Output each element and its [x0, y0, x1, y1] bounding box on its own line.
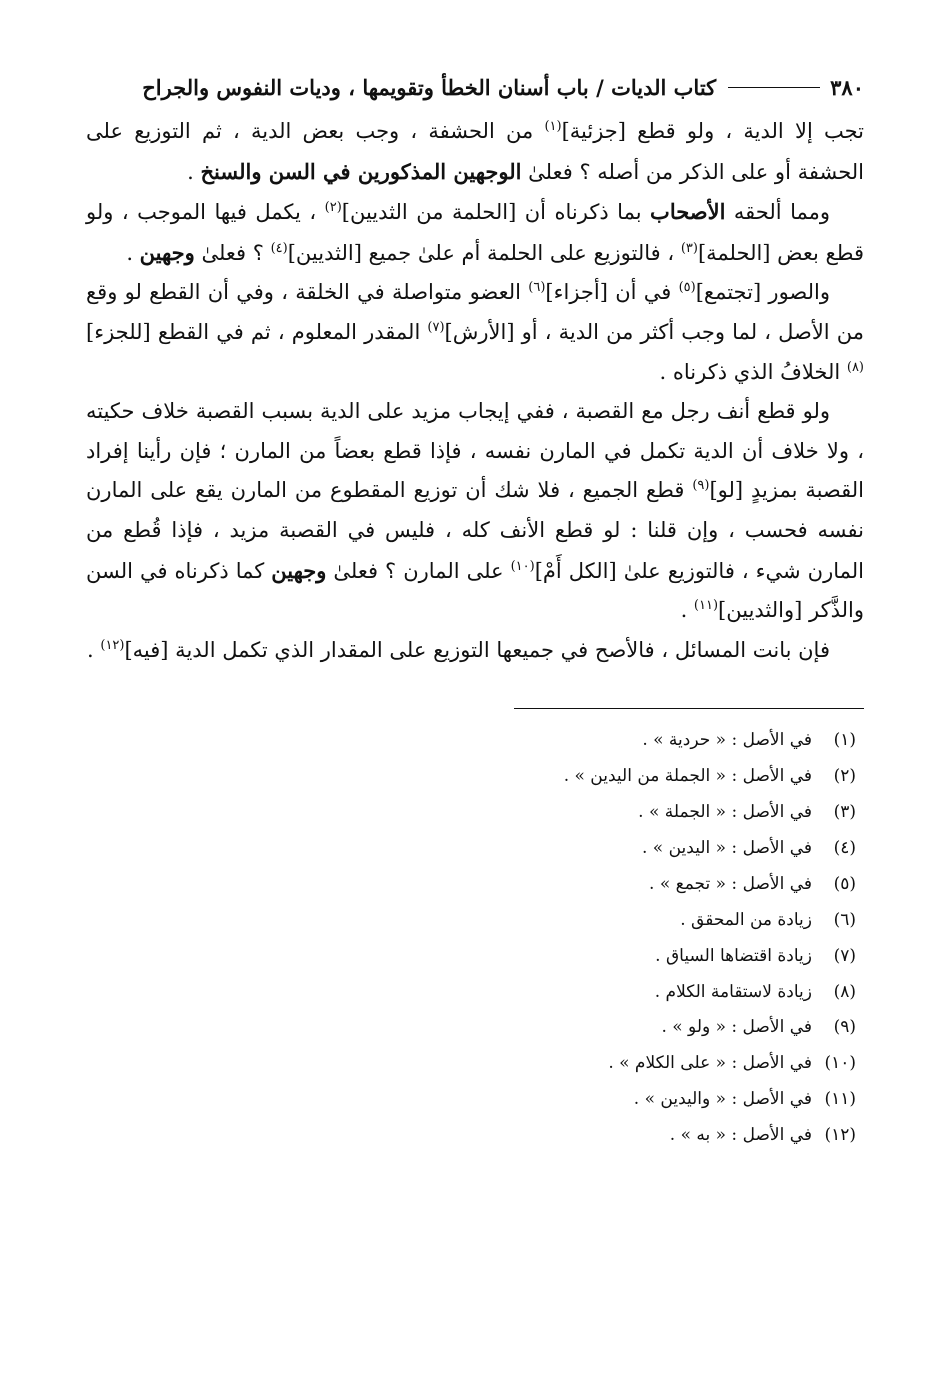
text-run: المقدر المعلوم ، ثم في القطع [للجزء]: [86, 319, 428, 344]
footnote-number: (١١): [824, 1089, 856, 1110]
text-run: ، فالتوزيع على الحلمة أم علىٰ جميع [الثديين]: [287, 240, 681, 265]
text-run: الخلافُ الذي ذكرناه .: [659, 359, 847, 384]
footnote-text: زيادة اقتضاها السياق .: [655, 945, 812, 966]
footnote-text: في الأصل : « به » .: [669, 1125, 812, 1146]
footnote-text: في الأصل : « حردية » .: [642, 730, 812, 751]
text-run: ومما ألحقه: [725, 200, 830, 225]
main-text: [86, 112, 864, 670]
footnote-number: (٩): [833, 1017, 856, 1038]
paragraph: [86, 392, 864, 631]
footnote-text: في الأصل : « تجمع » .: [649, 873, 812, 894]
footnote-number: (١): [833, 730, 856, 751]
footnote-ref: (١٠): [510, 558, 535, 574]
footnote: [86, 723, 856, 759]
paragraph: [86, 112, 864, 192]
footnote-number: (٨): [833, 981, 856, 1002]
footnote: [86, 867, 856, 903]
footnote-number: (١٢): [824, 1125, 856, 1146]
text-run: كما ذكرناه في السن والذَّكر [والثديين]: [86, 558, 864, 623]
text-run: فإن بانت المسائل ، فالأصح في جميعها التوزيع على المقدار الذي تكمل الدية [فيه]: [124, 637, 830, 662]
header-rule: [728, 87, 820, 88]
footnote: [86, 903, 856, 939]
footnote-number: (٤): [833, 837, 856, 858]
footnote-ref: (١١): [693, 598, 719, 614]
footnote-number: (٣): [833, 802, 856, 823]
footnote-text: في الأصل : « واليدين » .: [633, 1089, 812, 1110]
text-run: على المارن ؟ فعلىٰ: [326, 558, 511, 583]
text-run: بما ذكرناه أن [الحلمة من الثديين]: [341, 200, 651, 225]
paragraph: [86, 631, 864, 671]
footnote-number: (٢): [833, 766, 856, 787]
footnote-ref: (٩): [692, 478, 710, 494]
bold-term: الأصحاب: [650, 199, 726, 225]
footnote: [86, 1082, 856, 1118]
footnote-ref: (٣): [680, 240, 698, 256]
text-run: .: [187, 159, 201, 184]
footnote-text: في الأصل : « الجملة » .: [638, 802, 812, 823]
footnote: [86, 831, 856, 867]
footnote-text: في الأصل : « اليدين » .: [641, 837, 812, 858]
page-number: ٣٨٠: [830, 74, 864, 100]
footnote-text: في الأصل : « ولو » .: [661, 1017, 812, 1038]
footnote-number: (٦): [833, 909, 856, 930]
text-run: ؟ فعلىٰ: [194, 240, 271, 265]
text-run: .: [87, 637, 101, 662]
text-run: .: [680, 598, 694, 623]
footnote-ref: (٥): [678, 280, 696, 296]
footnote-ref: (١): [544, 119, 562, 134]
text-run: ، يكمل فيها الموجب ، ولو قطع بعض [الحلمة]: [86, 200, 864, 265]
footnote-text: في الأصل : « الجملة من اليدين » .: [563, 766, 812, 787]
text-run: تجب إلا الدية ، ولو قطع [جزئية]: [561, 119, 864, 143]
footnote-number: (٧): [833, 945, 856, 966]
footnote: [86, 939, 856, 975]
text-run: العضو متواصلة في الخلقة ، وفي أن القطع لو وقع من الأصل ، لما وجب أكثر من الدية ، أو [الأرش]: [86, 280, 864, 344]
running-header: [86, 68, 864, 106]
paragraph: [86, 192, 864, 273]
running-title: كتاب الديات / باب أسنان الخطأ وتقويمها ، وديات النفوس والجراح: [142, 74, 717, 100]
footnote: [86, 1118, 856, 1154]
footnote-ref: (٦): [528, 280, 546, 296]
footnote: [86, 1010, 856, 1046]
footnote-ref: (٢): [324, 200, 342, 216]
footnote: [86, 795, 856, 831]
footnote-number: (١٠): [824, 1053, 856, 1074]
footnote-text: في الأصل : « على الكلام » .: [608, 1053, 812, 1074]
footnote: [86, 975, 856, 1011]
footnote-ref: (٨): [846, 359, 864, 375]
text-run: .: [126, 240, 140, 265]
text-run: من الحشفة ، وجب بعض الدية ، ثم التوزيع على الحشفة أو على الذكر من أصله ؟ فعلىٰ: [86, 119, 864, 184]
text-run: ولو قطع أنف رجل مع القصبة ، ففي إيجاب مزيد على الدية بسبب القصبة خلاف حكيته ، ولا خلاف أن الدية تكمل في المارن نفسه ، فإذا قطع بعضاً من المارن ؛ فإن رأينا إفراد القصبة بمزيدٍ [لو]: [86, 399, 864, 503]
footnote-text: زيادة لاستقامة الكلام .: [654, 981, 812, 1002]
footnote-text: زيادة من المحقق .: [680, 909, 812, 930]
bold-term: الوجهين المذكورين في السن والسنخ: [200, 158, 522, 184]
footnote-number: (٥): [833, 873, 856, 894]
footnote-ref: (٤): [270, 240, 288, 256]
footnote-ref: (١٢): [100, 637, 125, 653]
footnotes: [86, 723, 864, 1154]
footnote: [86, 759, 856, 795]
paragraph: [86, 273, 864, 392]
bold-term: وجهين: [271, 557, 327, 583]
footnote-ref: (٧): [427, 319, 445, 335]
footnote-separator: [514, 708, 864, 709]
text-run: والصور [تجتمع]: [695, 280, 830, 305]
footnote: [86, 1046, 856, 1082]
bold-term: وجهين: [139, 239, 195, 265]
text-run: في أن [أجزاء]: [545, 280, 679, 305]
text-run: قطع الجميع ، فلا شك أن توزيع المقطوع من المارن يقع على المارن نفسه فحسب ، وإن قلنا : لو قطع الأنف كله ، فليس في القصبة مزيد ، فإذا قُطع من المارن شيء ، فالتوزيع علىٰ [الكل أَمْ]: [86, 478, 865, 583]
